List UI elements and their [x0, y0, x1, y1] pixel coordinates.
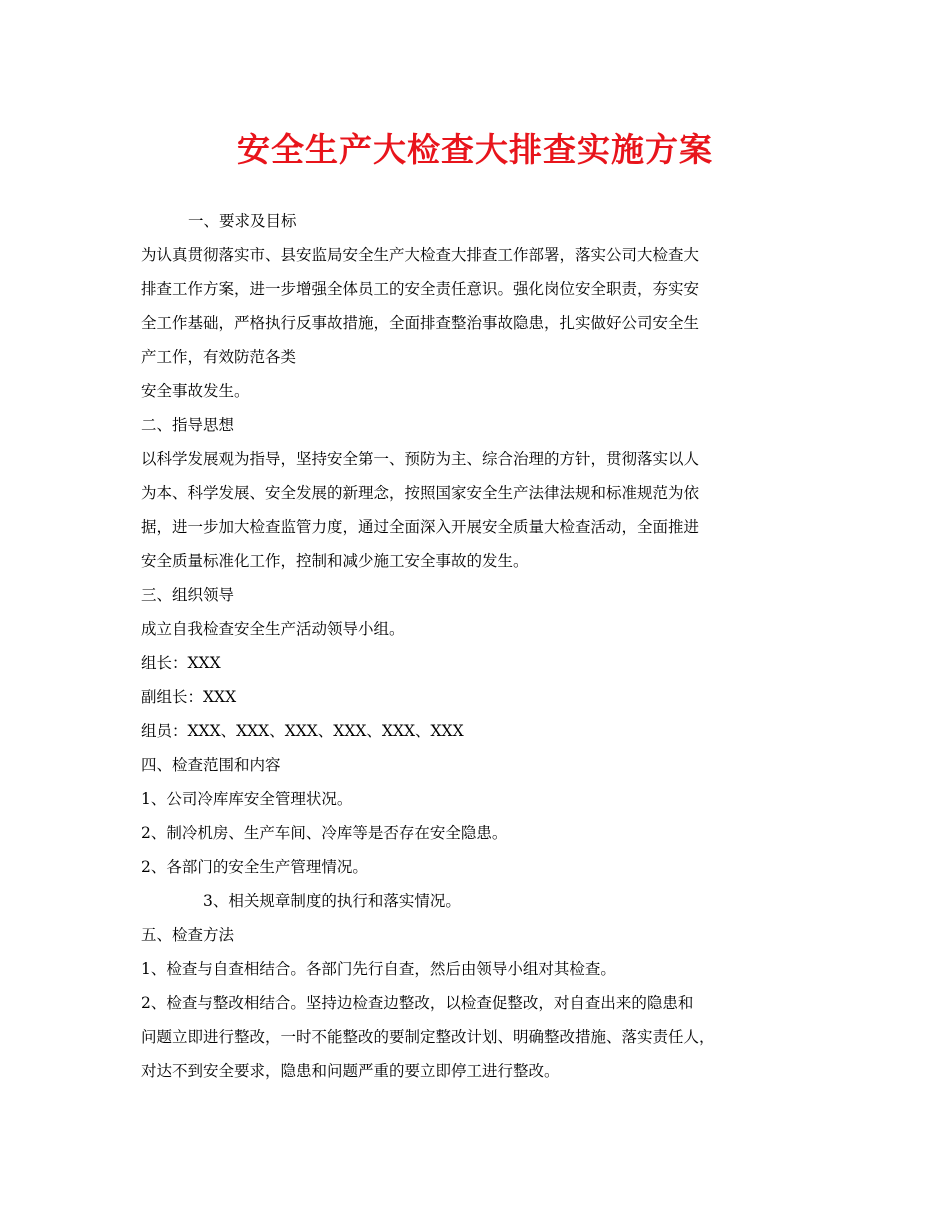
list-item: 2、各部门的安全生产管理情况。 [141, 858, 368, 876]
section-heading-methods: 五、检查方法 [141, 926, 235, 944]
paragraph-line: 排查工作方案，进一步增强全体员工的安全责任意识。强化岗位安全职责，夯实安 [141, 280, 700, 298]
paragraph-line: 为本、科学发展、安全发展的新理念，按照国家安全生产法律法规和标准规范为依 [141, 484, 700, 502]
paragraph-line: 为认真贯彻落实市、县安监局安全生产大检查大排查工作部署，落实公司大检查大 [141, 246, 700, 264]
team-members-line: 组员：XXX、XXX、XXX、XXX、XXX、XXX [141, 722, 464, 740]
paragraph-line: 产工作，有效防范各类 [141, 348, 297, 366]
paragraph-line: 安全质量标准化工作，控制和减少施工安全事故的发生。 [141, 552, 529, 570]
list-item: 2、制冷机房、生产车间、冷库等是否存在安全隐患。 [141, 824, 508, 842]
paragraph-line: 成立自我检查安全生产活动领导小组。 [141, 620, 405, 638]
document-title: 安全生产大检查大排查实施方案 [237, 130, 713, 169]
paragraph-line: 据，进一步加大检查监管力度，通过全面深入开展安全质量大检查活动，全面推进 [141, 518, 700, 536]
document-body [141, 204, 819, 1088]
list-item: 1、检查与自查相结合。各部门先行自查，然后由领导小组对其检查。 [141, 960, 616, 978]
paragraph-line: 对达不到安全要求，隐患和问题严重的要立即停工进行整改。 [141, 1062, 560, 1080]
list-item: 1、公司冷库库安全管理状况。 [141, 790, 353, 808]
section-heading-requirements: 一、要求及目标 [188, 212, 297, 230]
paragraph-line: 安全事故发生。 [141, 382, 250, 400]
deputy-leader-line: 副组长：XXX [141, 688, 237, 706]
paragraph-line: 以科学发展观为指导，坚持安全第一、预防为主、综合治理的方针，贯彻落实以人 [141, 450, 700, 468]
section-heading-scope: 四、检查范围和内容 [141, 756, 281, 774]
paragraph-line: 全工作基础，严格执行反事故措施，全面排查整治事故隐患，扎实做好公司安全生 [141, 314, 700, 332]
section-heading-organization: 三、组织领导 [141, 586, 235, 604]
team-leader-line: 组长：XXX [141, 654, 221, 672]
paragraph-line: 问题立即进行整改，一时不能整改的要制定整改计划、明确整改措施、落实责任人， [141, 1028, 715, 1046]
list-item: 3、相关规章制度的执行和落实情况。 [203, 892, 461, 910]
list-item: 2、检查与整改相结合。坚持边检查边整改，以检查促整改，对自查出来的隐患和 [141, 994, 694, 1012]
section-heading-guiding-thought: 二、指导思想 [141, 416, 235, 434]
